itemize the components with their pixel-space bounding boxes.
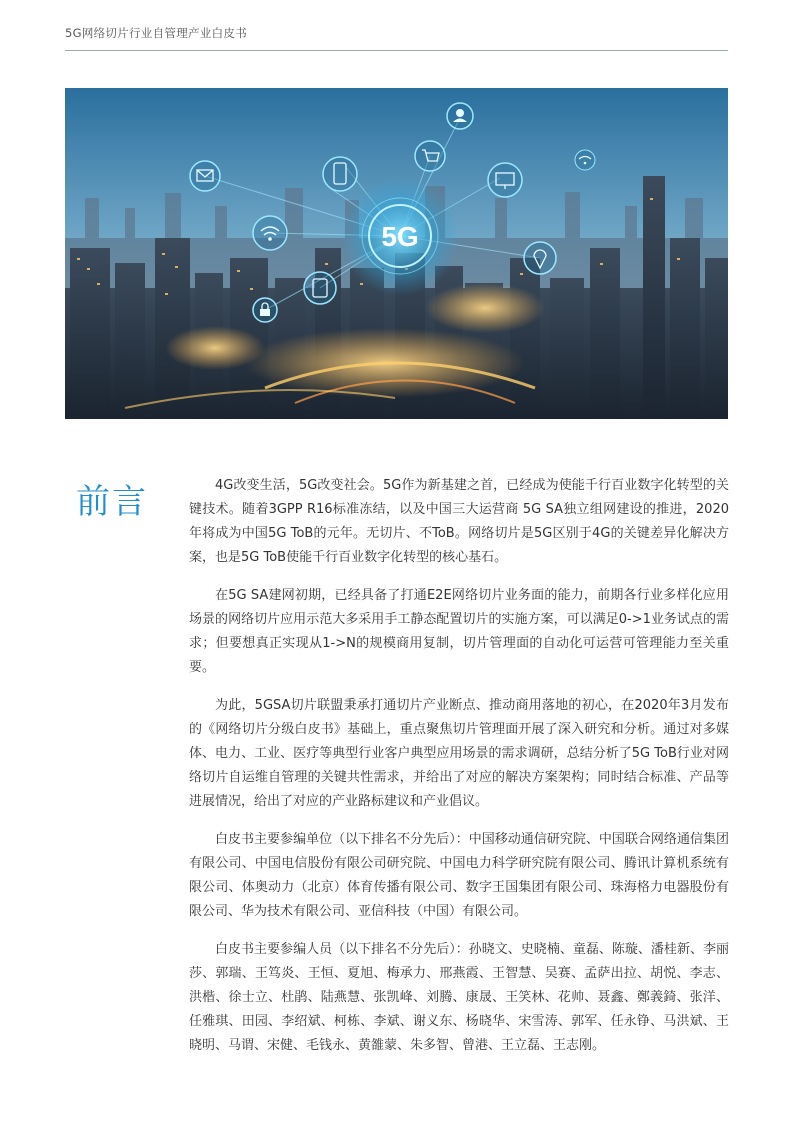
- tablet-icon: [304, 272, 336, 304]
- mail-icon: [190, 161, 220, 191]
- lock-icon: [253, 298, 277, 322]
- paragraph: 4G改变生活，5G改变社会。5G作为新基建之首，已经成为使能千行百业数字化转型的关键技术。随着3GPP R16标准冻结，以及中国三大运营商 5G SA独立组网建设的推进，2020年将成为中国5G ToB的元年。无切片、不ToB。网络切片是5G区别于4G的关键差异化解决方案，也是5G ToB使能千行百业数字化转型的核心基石。: [189, 478, 729, 565]
- section-heading: 前言: [76, 482, 148, 522]
- paragraph: 白皮书主要参编人员（以下排名不分先后）：孙晓文、史晓楠、童磊、陈璇、潘桂新、李丽莎、郭瑞、王笃炎、王恒、夏旭、梅承力、邢燕霞、王智慧、吴赛、孟萨出拉、胡悦、李志、洪楷、徐士立、杜鹃、陆燕慧、张凯峰、刘腾、康晟、王笑林、花帅、聂鑫、鄭義錡、张洋、任雅琪、田园、李绍斌、柯栋、李斌、谢义东、杨晓华、宋雪涛、郭军、任永铮、马洪斌、王晓明、马谓、宋健、毛钱永、黄雒蒙、朱多智、曾港、王立磊、王志刚。: [189, 942, 729, 1053]
- user-icon: [447, 103, 473, 129]
- paragraph: 为此，5GSA切片联盟秉承打通切片产业断点、推动商用落地的初心，在2020年3月发布的《网络切片分级白皮书》基础上，重点聚焦切片管理面开展了深入研究和分析。通过对多媒体、电力、工业、医疗等典型行业客户典型应用场景的需求调研，总结分析了5G ToB行业对网络切片自运维自管理的关键共性需求，并给出了对应的解决方案架构；同时结合标准、产品等进展情况，给出了对应的产业路标建议和产业倡议。: [189, 698, 729, 809]
- cart-icon: [415, 141, 445, 171]
- hero-image: [65, 88, 728, 419]
- body-text: [189, 474, 729, 1072]
- header-divider: [65, 50, 728, 51]
- monitor-icon: [488, 163, 522, 197]
- location-icon: [524, 242, 556, 274]
- paragraph: 在5G SA建网初期，已经具备了打通E2E网络切片业务面的能力，前期各行业多样化应用场景的网络切片应用示范大多采用手工静态配置切片的实施方案，可以满足0->1业务试点的需求；但要想真正实现从1->N的规模商用复制，切片管理面的自动化可运营可管理能力至关重要。: [189, 588, 729, 675]
- page-header-title: 5G网络切片行业自管理产业白皮书: [65, 26, 248, 40]
- 5g-badge-label: 5G: [381, 221, 419, 252]
- phone-icon: [323, 157, 357, 191]
- wifi-small-icon: [575, 150, 595, 170]
- paragraph: 白皮书主要参编单位（以下排名不分先后）：中国移动通信研究院、中国联合网络通信集团有限公司、中国电信股份有限公司研究院、中国电力科学研究院有限公司、腾讯计算机系统有限公司、体奥动力（北京）体育传播有限公司、数字王国集团有限公司、珠海格力电器股份有限公司、华为技术有限公司、亚信科技（中国）有限公司。: [189, 832, 729, 919]
- wifi-icon: [253, 216, 287, 250]
